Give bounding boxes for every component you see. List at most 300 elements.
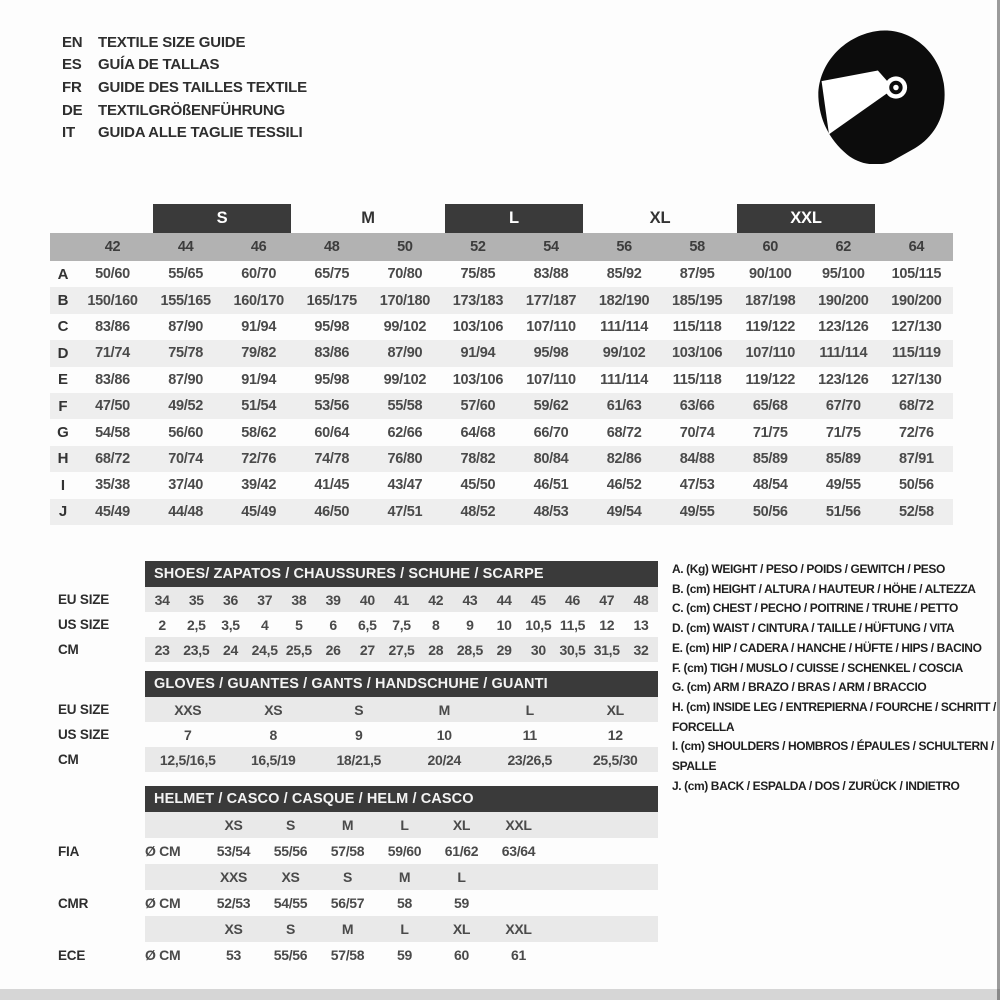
helmet-size-label: XS — [224, 921, 243, 937]
size-value: 26 — [325, 641, 341, 658]
size-value: 45/50 — [460, 477, 496, 494]
gloves-row — [55, 722, 658, 747]
size-value: XXS — [174, 701, 202, 718]
legend-item: G. (cm) ARM / BRAZO / BRAS / ARM / BRACCIO — [672, 680, 927, 695]
size-value: 119/122 — [745, 371, 795, 388]
size-value: 27,5 — [388, 641, 415, 658]
shoes-row — [55, 612, 658, 637]
size-value: 54/58 — [95, 424, 130, 441]
diameter-unit: Ø CM — [145, 895, 181, 911]
size-value: 55/58 — [387, 398, 423, 415]
language-row — [62, 76, 307, 99]
size-value: 59 — [397, 947, 412, 963]
size-value: 87/90 — [387, 345, 423, 362]
size-value: 49/52 — [168, 398, 204, 415]
helmet-size-label: XXL — [505, 817, 532, 833]
shoes-row — [55, 587, 658, 612]
size-value: 10,5 — [525, 616, 552, 633]
size-value: 6,5 — [358, 616, 377, 633]
gloves-table-title: GLOVES / GUANTES / GANTS / HANDSCHUHE / GUANTI — [145, 671, 658, 697]
size-value: 49/54 — [606, 503, 642, 520]
row-label: A — [57, 265, 69, 283]
row-label: F — [58, 397, 68, 415]
language-title: TEXTILE SIZE GUIDE — [98, 33, 246, 51]
size-value: 53/54 — [216, 843, 251, 859]
row-label: J — [58, 503, 68, 521]
size-value: 99/102 — [602, 345, 646, 362]
size-value: 115/119 — [892, 345, 941, 362]
size-value: 87/90 — [168, 371, 204, 388]
helmet-size-label: M — [341, 921, 354, 937]
size-value: 20/24 — [427, 751, 462, 768]
size-value: 34 — [154, 591, 170, 608]
size-value: 57/60 — [460, 398, 496, 415]
size-value: 68/72 — [606, 424, 642, 441]
helmet-sizes-values — [145, 812, 658, 838]
size-value: 61/62 — [444, 843, 479, 859]
size-header-cell: 60 — [762, 239, 778, 255]
shoes-row-values — [145, 612, 658, 637]
size-value: 23/26,5 — [507, 751, 553, 768]
size-value: 105/115 — [891, 266, 942, 283]
size-value: 160/170 — [233, 292, 284, 309]
size-value: 46/51 — [533, 477, 569, 494]
size-header-cell: 56 — [616, 239, 632, 255]
size-value: 115/118 — [672, 318, 722, 335]
helmet-size-label: XS — [281, 869, 300, 885]
size-value: 115/118 — [672, 371, 722, 388]
size-value: 83/86 — [314, 345, 350, 362]
size-value: 52/53 — [216, 895, 251, 911]
size-value: 25,5/30 — [592, 751, 638, 768]
gloves-row — [55, 697, 658, 722]
size-value: 62/66 — [387, 424, 423, 441]
size-value: 107/110 — [526, 318, 576, 335]
helmet-sizes-row — [55, 916, 658, 942]
size-value: 37 — [257, 591, 273, 608]
size-value: 185/195 — [672, 292, 723, 309]
size-value: 170/180 — [379, 292, 431, 309]
size-row-I — [50, 472, 953, 498]
size-value: 35/38 — [95, 477, 130, 494]
size-value: 123/126 — [818, 318, 869, 335]
size-value: 190/200 — [818, 292, 869, 309]
size-value: 46 — [565, 591, 581, 608]
shoes-table-title: SHOES/ ZAPATOS / CHAUSSURES / SCHUHE / SCARPE — [145, 561, 658, 587]
size-value: 111/114 — [600, 371, 649, 388]
row-label: CM — [58, 642, 79, 657]
gloves-row-values — [145, 722, 658, 747]
size-value: 18/21,5 — [336, 751, 382, 768]
size-value: 45/49 — [241, 503, 277, 520]
size-value: 63/66 — [679, 398, 715, 415]
gloves-row-values — [145, 747, 658, 772]
band-spacer — [50, 204, 149, 233]
row-label: H — [57, 450, 69, 468]
helmet-size-label: XL — [452, 817, 471, 833]
size-header-cell: 54 — [543, 239, 559, 255]
size-value: 12 — [599, 616, 615, 633]
size-value: 165/175 — [306, 292, 357, 309]
row-label: G — [57, 424, 69, 442]
size-value: 95/98 — [533, 345, 569, 362]
diameter-unit: Ø CM — [145, 843, 181, 859]
helmet-standard-values — [145, 890, 658, 916]
size-value: 68/72 — [899, 398, 934, 415]
helmet-standard-row-fia — [55, 838, 658, 864]
legend-item: D. (cm) WAIST / CINTURA / TAILLE / HÜFTUNG / VITA — [672, 621, 955, 636]
size-value: 46/52 — [606, 477, 642, 494]
helmet-size-label: S — [342, 869, 353, 885]
size-value: 11,5 — [559, 616, 586, 633]
size-group-row — [50, 204, 953, 233]
size-value: 12,5/16,5 — [159, 751, 216, 768]
language-title: GUÍA DE TALLAS — [98, 56, 220, 74]
helmet-table-body — [55, 812, 658, 968]
size-value: 24 — [223, 641, 238, 658]
size-header-cell: 50 — [397, 239, 413, 255]
size-value: 45 — [530, 591, 546, 608]
size-value: 53/56 — [314, 398, 350, 415]
size-value: 49/55 — [679, 503, 715, 520]
size-value: 2 — [158, 616, 166, 633]
size-value: 48/54 — [752, 477, 788, 494]
size-value: 32 — [633, 641, 649, 658]
size-value: 48 — [633, 591, 649, 608]
size-value: 65/75 — [314, 266, 350, 283]
size-value: 107/110 — [745, 345, 795, 362]
size-row-F — [50, 393, 953, 419]
helmet-size-label: L — [457, 869, 466, 885]
gloves-row — [55, 747, 658, 772]
textile-size-table — [50, 204, 953, 525]
size-value: 72/76 — [899, 424, 934, 441]
size-value: 47/51 — [387, 503, 423, 520]
size-group-l: L — [445, 204, 583, 233]
size-value: 83/86 — [95, 371, 130, 388]
size-row-J — [50, 499, 953, 525]
size-header-row — [50, 233, 953, 261]
row-label: EU SIZE — [58, 702, 110, 717]
size-value: 36 — [223, 591, 238, 608]
legend-item: J. (cm) BACK / ESPALDA / DOS / ZURÜCK / INDIETRO — [672, 778, 960, 793]
size-value: 7,5 — [392, 616, 411, 633]
size-value: 44/48 — [168, 503, 204, 520]
size-value: 84/88 — [679, 450, 715, 467]
helmet-sizes-row — [55, 812, 658, 838]
language-code: DE — [62, 101, 83, 119]
size-value: 70/74 — [168, 450, 204, 467]
language-title: GUIDA ALLE TAGLIE TESSILI — [98, 124, 303, 142]
size-value: 78/82 — [460, 450, 496, 467]
helmet-size-label: XL — [452, 921, 471, 937]
size-row-B — [50, 287, 953, 313]
language-code: ES — [62, 56, 82, 74]
helmet-standard-values — [145, 838, 658, 864]
size-value: 99/102 — [383, 371, 427, 388]
size-value: 70/80 — [387, 266, 423, 283]
size-value: 95/98 — [314, 371, 350, 388]
size-value: 8 — [431, 616, 440, 633]
size-value: 80/84 — [533, 450, 569, 467]
size-value: 51/54 — [241, 398, 277, 415]
size-value: 65/68 — [752, 398, 788, 415]
language-row — [62, 99, 307, 122]
size-value: 155/165 — [160, 292, 211, 309]
size-value: 119/122 — [745, 318, 795, 335]
size-value: 103/106 — [452, 318, 504, 335]
size-value: 83/86 — [95, 318, 130, 335]
size-value: 57/58 — [330, 947, 365, 963]
helmet-standard-row-cmr — [55, 890, 658, 916]
size-value: 103/106 — [452, 371, 504, 388]
size-value: 63/64 — [501, 843, 536, 859]
size-value: 55/56 — [273, 843, 308, 859]
size-value: 70/74 — [679, 424, 715, 441]
measurement-legend — [672, 560, 1000, 796]
size-table-body — [50, 261, 953, 525]
legend-item: H. (cm) INSIDE LEG / ENTREPIERNA / FOURCHE / SCHRITT / FORCELLA — [672, 699, 996, 734]
size-value: 91/94 — [241, 371, 277, 388]
size-value: 55/65 — [168, 266, 204, 283]
size-value: 60 — [454, 947, 469, 963]
visor-pivot-center — [893, 85, 899, 91]
size-value: 2,5 — [187, 616, 206, 633]
size-value: L — [525, 701, 534, 718]
size-value: 5 — [295, 616, 303, 633]
size-value: 41/45 — [314, 477, 350, 494]
size-row-D — [50, 340, 953, 366]
language-row — [62, 121, 307, 144]
size-value: 150/160 — [87, 292, 138, 309]
size-value: 31,5 — [593, 641, 620, 658]
size-header-cell: 52 — [470, 239, 486, 255]
size-value: 127/130 — [891, 371, 942, 388]
size-value: M — [438, 701, 450, 718]
standard-label: ECE — [58, 947, 86, 963]
size-value: 10 — [496, 616, 512, 633]
size-value: 23,5 — [183, 641, 210, 658]
size-value: S — [354, 701, 364, 718]
size-value: 64/68 — [460, 424, 496, 441]
helmet-size-label: XS — [224, 817, 243, 833]
size-value: 29 — [496, 641, 512, 658]
size-value: 12 — [607, 726, 623, 743]
row-label: I — [60, 476, 66, 494]
size-value: 59 — [454, 895, 469, 911]
size-value: 187/198 — [745, 292, 796, 309]
size-value: 39/42 — [241, 477, 277, 494]
size-value: 177/187 — [525, 292, 577, 309]
shoes-row-values — [145, 587, 658, 612]
size-value: XL — [606, 701, 624, 718]
size-value: 87/91 — [899, 450, 934, 467]
language-code: FR — [62, 78, 82, 96]
size-value: 66/70 — [533, 424, 569, 441]
row-label: US SIZE — [58, 617, 110, 632]
racing-helmet-icon — [812, 28, 948, 164]
row-label: B — [57, 292, 69, 310]
size-value: 173/183 — [452, 292, 504, 309]
standard-label: FIA — [58, 843, 80, 859]
legend-item: E. (cm) HIP / CADERA / HANCHE / HÜFTE / HIPS / BACINO — [672, 640, 982, 655]
size-row-E — [50, 367, 953, 393]
size-value: 41 — [394, 591, 410, 608]
size-value: 9 — [355, 726, 363, 743]
shoes-table — [55, 561, 658, 662]
size-value: 11 — [522, 726, 537, 743]
size-value: 47/53 — [679, 477, 715, 494]
helmet-size-label: M — [398, 869, 411, 885]
size-value: 16,5/19 — [250, 751, 296, 768]
size-value: 39 — [325, 591, 341, 608]
language-row — [62, 54, 307, 77]
diameter-unit: Ø CM — [145, 947, 181, 963]
size-value: 59/62 — [533, 398, 569, 415]
standard-label: CMR — [58, 895, 89, 911]
row-label: US SIZE — [58, 727, 110, 742]
size-value: 127/130 — [891, 318, 942, 335]
gloves-row-values — [145, 697, 658, 722]
size-value: 59/60 — [387, 843, 422, 859]
size-value: 30 — [530, 641, 546, 658]
size-value: 123/126 — [818, 371, 869, 388]
size-value: 61/63 — [606, 398, 642, 415]
size-value: 76/80 — [387, 450, 423, 467]
size-value: 103/106 — [672, 345, 723, 362]
shoes-row-values — [145, 637, 658, 662]
size-value: 82/86 — [606, 450, 642, 467]
row-label: CM — [58, 752, 79, 767]
size-value: 85/89 — [825, 450, 861, 467]
size-value: 75/85 — [460, 266, 496, 283]
size-value: 35 — [188, 591, 204, 608]
gloves-table-body — [55, 697, 658, 772]
size-value: 40 — [359, 591, 375, 608]
size-value: 10 — [436, 726, 452, 743]
size-value: 111/114 — [819, 345, 868, 362]
gloves-table — [55, 671, 658, 772]
size-value: 47 — [599, 591, 615, 608]
helmet-table — [55, 786, 658, 968]
size-group-m: M — [361, 209, 375, 227]
size-value: 38 — [291, 591, 307, 608]
size-value: XS — [264, 701, 283, 718]
size-value: 74/78 — [314, 450, 350, 467]
size-value: 71/75 — [825, 424, 861, 441]
row-label: D — [57, 344, 69, 362]
size-value: 83/88 — [533, 266, 569, 283]
size-value: 43/47 — [387, 477, 423, 494]
size-header-cell: 46 — [250, 239, 267, 255]
size-row-G — [50, 419, 953, 445]
size-value: 50/60 — [95, 266, 130, 283]
size-value: 56/57 — [330, 895, 365, 911]
size-value: 54/55 — [273, 895, 308, 911]
row-label-spacer — [55, 812, 145, 838]
size-row-A — [50, 261, 953, 287]
size-value: 107/110 — [526, 371, 576, 388]
size-value: 58 — [397, 895, 412, 911]
helmet-size-label: S — [285, 921, 296, 937]
shoes-table-body — [55, 587, 658, 662]
size-value: 52/58 — [899, 503, 934, 520]
helmet-size-label: XXS — [219, 869, 248, 885]
size-value: 85/89 — [752, 450, 788, 467]
size-group-xxl: XXL — [737, 204, 875, 233]
language-list — [62, 31, 307, 144]
size-value: 71/75 — [752, 424, 788, 441]
size-value: 67/70 — [825, 398, 861, 415]
size-value: 4 — [260, 616, 269, 633]
size-value: 3,5 — [221, 616, 240, 633]
size-value: 58/62 — [241, 424, 277, 441]
size-value: 87/95 — [679, 266, 715, 283]
legend-item: I. (cm) SHOULDERS / HOMBROS / ÉPAULES / SCHULTERN / SPALLE — [672, 739, 994, 774]
legend-item: B. (cm) HEIGHT / ALTURA / HAUTEUR / HÖHE / ALTEZZA — [672, 581, 976, 596]
size-group-s: S — [153, 204, 291, 233]
size-value: 91/94 — [460, 345, 496, 362]
size-value: 28,5 — [456, 641, 483, 658]
helmet-table-title: HELMET / CASCO / CASQUE / HELM / CASCO — [145, 786, 658, 812]
size-value: 49/55 — [825, 477, 861, 494]
size-value: 182/190 — [598, 292, 650, 309]
size-value: 91/94 — [241, 318, 277, 335]
row-label-spacer — [55, 864, 145, 890]
size-value: 25,5 — [285, 641, 312, 658]
size-value: 85/92 — [606, 266, 642, 283]
language-code: IT — [62, 124, 75, 142]
size-value: 60/70 — [241, 266, 277, 283]
size-value: 99/102 — [383, 318, 427, 335]
helmet-sizes-row — [55, 864, 658, 890]
size-header-cell: 62 — [835, 239, 852, 255]
size-value: 42 — [428, 591, 444, 608]
helmet-size-label: L — [400, 921, 409, 937]
helmet-sizes-values — [145, 916, 658, 942]
size-value: 55/56 — [273, 947, 308, 963]
size-value: 47/50 — [95, 398, 130, 415]
size-value: 51/56 — [825, 503, 861, 520]
size-value: 95/98 — [314, 318, 350, 335]
row-label: C — [57, 318, 69, 336]
size-value: 30,5 — [559, 641, 586, 658]
helmet-size-label: L — [400, 817, 409, 833]
size-value: 61 — [511, 947, 526, 963]
size-value: 44 — [496, 591, 512, 608]
size-value: 87/90 — [168, 318, 204, 335]
size-value: 46/50 — [314, 503, 350, 520]
size-header-cell: 64 — [908, 239, 925, 255]
size-value: 48/52 — [460, 503, 496, 520]
size-value: 57/58 — [330, 843, 365, 859]
size-header-cell: 48 — [324, 239, 340, 255]
size-value: 37/40 — [168, 477, 204, 494]
helmet-standard-values — [145, 942, 658, 968]
size-value: 75/78 — [168, 345, 204, 362]
size-value: 8 — [269, 726, 277, 743]
language-row — [62, 31, 307, 54]
size-value: 43 — [462, 591, 478, 608]
size-value: 50/56 — [899, 477, 934, 494]
shoes-row — [55, 637, 658, 662]
size-header-cell: 44 — [177, 239, 194, 255]
legend-item: F. (cm) TIGH / MUSLO / CUISSE / SCHENKEL / COSCIA — [672, 660, 963, 675]
size-value: 79/82 — [241, 345, 277, 362]
size-value: 53 — [226, 947, 241, 963]
size-value: 7 — [184, 726, 192, 743]
size-value: 111/114 — [600, 318, 649, 335]
